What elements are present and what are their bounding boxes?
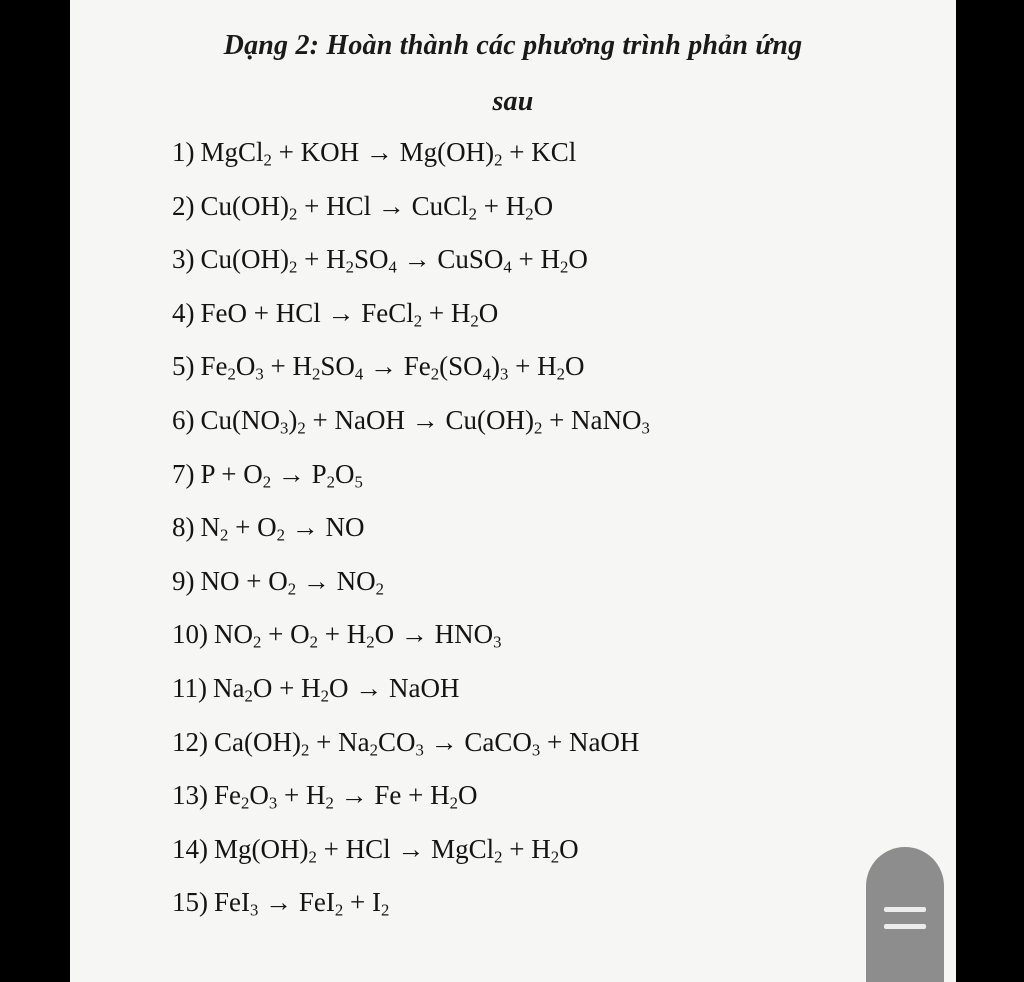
equation-formula: $Cu(NO_3)_2$ + NaOH → $Cu(OH)_2$ + NaNO$_3$ bbox=[200, 405, 650, 438]
equation-item bbox=[172, 454, 363, 494]
equation-item bbox=[172, 668, 459, 708]
equation-formula: $NO_2 + O_2 + H_2O \to HNO_3$ bbox=[214, 619, 502, 653]
equation-item bbox=[172, 186, 553, 226]
equation-number: 11) bbox=[172, 673, 207, 703]
drag-handle-icon bbox=[884, 907, 926, 912]
equation-item bbox=[172, 561, 384, 601]
equation-formula: MgCl$_2$ + KOH → $Mg(OH)_2$ + KCl bbox=[200, 137, 577, 170]
equation-item bbox=[172, 346, 585, 386]
equation-formula: $Cu(OH)_2$ + HCl → CuCl$_2$ + $H_2O$ bbox=[200, 190, 554, 224]
equation-item bbox=[172, 614, 501, 654]
equation-item bbox=[172, 239, 588, 279]
equation-number: 3) bbox=[172, 244, 195, 275]
equation-formula: $FeI_3 \to FeI_2 + I_2$ bbox=[214, 887, 390, 921]
equation-number: 1) bbox=[172, 137, 195, 167]
equation-number: 8) bbox=[172, 512, 195, 543]
equation-item bbox=[172, 882, 389, 922]
document-page bbox=[70, 0, 956, 982]
equation-item bbox=[172, 132, 576, 172]
equation-formula: FeO + HCl → FeCl$_2$ + $H_2O$ bbox=[200, 297, 499, 331]
equation-item bbox=[172, 829, 579, 869]
equation-number: 14) bbox=[172, 833, 208, 864]
equation-item bbox=[172, 507, 364, 547]
equation-number: 6) bbox=[172, 405, 195, 435]
equation-number: 15) bbox=[172, 887, 208, 918]
scroll-handle[interactable] bbox=[866, 847, 944, 982]
equation-item bbox=[172, 775, 477, 815]
equation-number: 7) bbox=[172, 458, 195, 489]
equation-number: 10) bbox=[172, 619, 208, 650]
equation-number: 5) bbox=[172, 351, 195, 382]
page-title-continued: sau bbox=[492, 86, 534, 117]
equation-number: 12) bbox=[172, 726, 208, 757]
equation-number: 9) bbox=[172, 565, 195, 596]
equation-item bbox=[172, 293, 498, 333]
equation-number: 13) bbox=[172, 780, 208, 811]
page-title: Dạng 2: Hoàn thành các phương trình phản ứng bbox=[223, 30, 803, 61]
equation-number: 2) bbox=[172, 190, 195, 221]
drag-handle-icon bbox=[884, 924, 926, 929]
equation-formula: $N_2 + O_2$ → NO bbox=[200, 512, 365, 545]
equation-formula: $Fe_2O_3 + H_2 \to Fe + H_2O$ bbox=[214, 780, 478, 813]
equation-item bbox=[172, 400, 650, 440]
equation-item bbox=[172, 722, 639, 762]
equation-formula: $Na_2O + H_2O$ → NaOH bbox=[213, 673, 460, 706]
equation-formula: $Cu(OH)_2 + H_2SO_4$ → CuSO$_4$ + $H_2O$ bbox=[200, 244, 588, 277]
equation-formula: $P + O_2 \to P_2O_5$ bbox=[200, 458, 363, 492]
equation-formula: $Mg(OH)_2$ + HCl → MgCl$_2$ + $H_2O$ bbox=[214, 833, 579, 867]
equation-number: 4) bbox=[172, 297, 195, 328]
equation-formula: $Ca(OH)_2 + Na_2CO_3$ → CaCO$_3$ + NaOH bbox=[214, 726, 640, 760]
equation-formula: $Fe_2O_3 + H_2SO_4 \to Fe_2(SO_4)_3 + H_2O$ bbox=[200, 351, 585, 385]
equation-formula: NO + $O_2 \to NO_2$ bbox=[200, 565, 384, 599]
